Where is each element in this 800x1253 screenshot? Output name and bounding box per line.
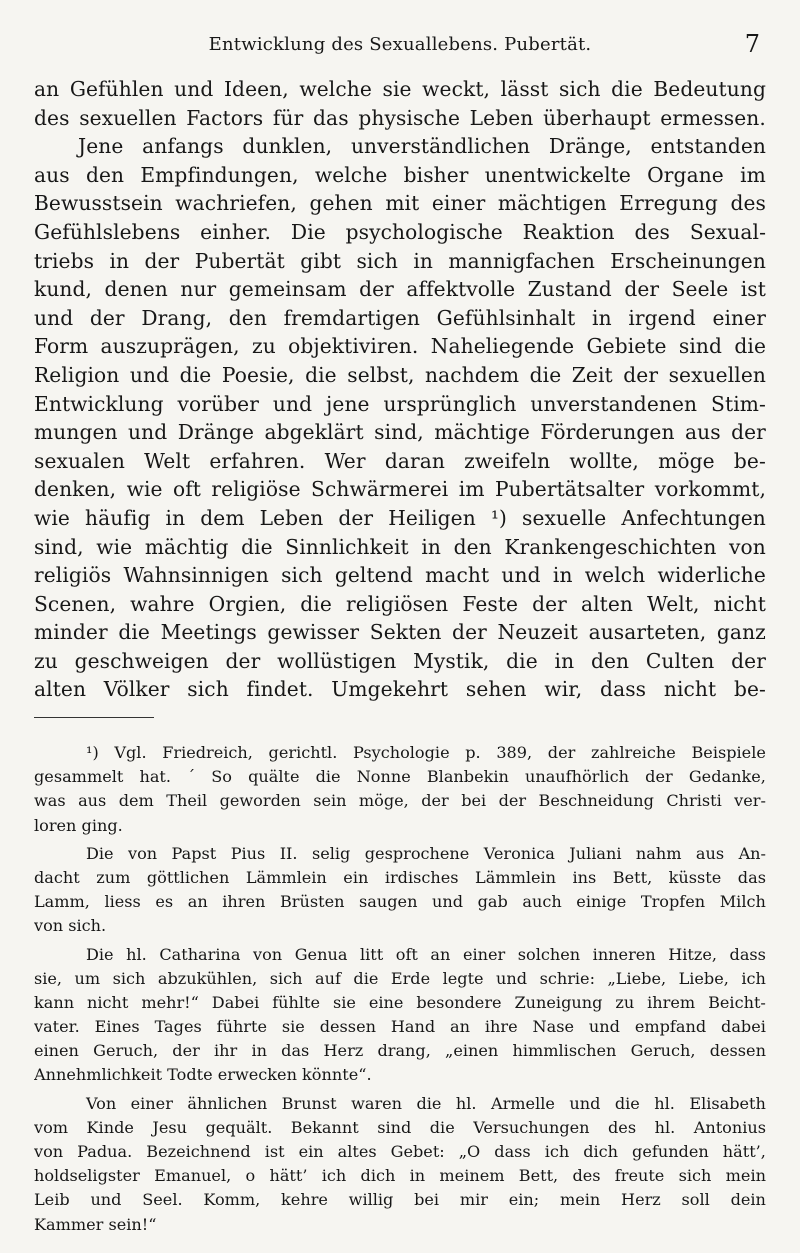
running-head xyxy=(40,28,760,62)
main-text-line: denken, wie oft religiöse Schwärmerei im Pubertätsalter vorkommt, xyxy=(34,477,766,502)
footnote-line: einen Geruch, der ihr in das Herz drang, „einen himmlischen Geruch, dessen xyxy=(34,1041,766,1061)
footnote-line: holdseligster Emanuel, o hätt’ ich dich in meinem Bett, des freute sich mein xyxy=(34,1166,766,1186)
main-text-line: mungen und Dränge abgeklärt sind, mächtige Förderungen aus der xyxy=(34,420,766,445)
main-text-line: des sexuellen Factors für das physische Leben überhaupt ermessen. xyxy=(34,105,766,130)
main-text-line: sind, wie mächtig die Sinnlichkeit in den Krankengeschichten von xyxy=(34,534,766,559)
main-text-line: Form auszuprägen, zu objektiviren. Naheliegende Gebiete sind die xyxy=(34,334,766,359)
footnote-line: dacht zum göttlichen Lämmlein ein irdisches Lämmlein ins Bett, küsste das xyxy=(34,867,766,887)
main-text-line: Religion und die Poesie, die selbst, nachdem die Zeit der sexuellen xyxy=(34,362,766,387)
main-text-line: triebs in der Pubertät gibt sich in mannigfachen Erscheinungen xyxy=(34,248,766,273)
main-text-line: Scenen, wahre Orgien, die religiösen Feste der alten Welt, nicht xyxy=(34,591,766,616)
footnote-line: kann nicht mehr!“ Dabei fühlte sie eine besondere Zuneigung zu ihrem Beicht- xyxy=(34,992,766,1012)
main-text-line: kund, denen nur gemeinsam der affektvolle Zustand der Seele ist xyxy=(34,277,766,302)
main-text-line: wie häufig in dem Leben der Heiligen ¹) sexuelle Anfechtungen xyxy=(34,505,766,530)
main-text-line: alten Völker sich findet. Umgekehrt sehen wir, dass nicht be- xyxy=(34,677,766,702)
main-text-line: Bewusstsein wachriefen, gehen mit einer mächtigen Erregung des xyxy=(34,191,766,216)
footnote-line: Leib und Seel. Komm, kehre willig bei mir ein; mein Herz soll dein xyxy=(34,1190,766,1210)
footnote-line: ¹) Vgl. Friedreich, gerichtl. Psychologie p. 389, der zahlreiche Beispiele xyxy=(86,743,766,762)
footnote-line: loren ging. xyxy=(34,815,123,835)
main-text xyxy=(34,75,766,704)
footnote-line: Von einer ähnlichen Brunst waren die hl. Armelle und die hl. Elisabeth xyxy=(86,1093,766,1113)
running-head-title: Entwicklung des Sexuallebens. Pubertät. xyxy=(208,34,592,55)
footnote-line: Die von Papst Pius II. selig gesprochene Veronica Juliani nahm aus An- xyxy=(86,843,766,863)
footnote-line: von Padua. Bezeichnend ist ein altes Gebet: „O dass ich dich gefunden hätt’, xyxy=(34,1142,766,1161)
footnote-line: vom Kinde Jesu gequält. Bekannt sind die Versuchungen des hl. Antonius xyxy=(34,1117,766,1137)
main-text-line: sexualen Welt erfahren. Wer daran zweifeln wollte, möge be- xyxy=(34,448,766,473)
footnote-line: was aus dem Theil geworden sein möge, der bei der Beschneidung Christi ver- xyxy=(34,791,766,811)
footnotes xyxy=(34,741,766,1237)
footnote-line: gesammelt hat. ´ So quälte die Nonne Blanbekin unaufhörlich der Gedanke, xyxy=(34,767,766,787)
main-text-line: zu geschweigen der wollüstigen Mystik, die in den Culten der xyxy=(34,648,766,673)
footnote-line: Lamm, liess es an ihren Brüsten saugen und gab auch einige Tropfen Milch xyxy=(34,892,766,912)
main-text-line: und der Drang, den fremdartigen Gefühlsinhalt in irgend einer xyxy=(34,305,766,330)
main-text-line: religiös Wahnsinnigen sich geltend macht und in welch widerliche xyxy=(34,563,766,588)
footnote-line: Annehmlichkeit Todte erwecken könnte“. xyxy=(34,1065,372,1085)
footnote-line: von sich. xyxy=(34,916,107,936)
main-text-line: an Gefühlen und Ideen, welche sie weckt, lässt sich die Bedeutung xyxy=(34,77,766,101)
footnote-line: sie, um sich abzukühlen, sich auf die Erde legte und schrie: „Liebe, Liebe, ich xyxy=(34,968,766,988)
main-text-line: Jene anfangs dunklen, unverständlichen Dränge, entstanden xyxy=(78,134,766,159)
footnote-line: vater. Eines Tages führte sie dessen Hand an ihre Nase und empfand dabei xyxy=(34,1017,766,1037)
main-text-line: Entwicklung vorüber und jene ursprünglich unverstandenen Stim- xyxy=(34,391,766,416)
main-text-line: Gefühlslebens einher. Die psychologische Reaktion des Sexual- xyxy=(34,219,766,244)
main-text-line: minder die Meetings gewisser Sekten der Neuzeit ausarteten, ganz xyxy=(34,620,766,645)
footnote-line: Kammer sein!“ xyxy=(34,1214,157,1234)
footnote-separator xyxy=(34,717,154,718)
footnote-line: Die hl. Catharina von Genua litt oft an einer solchen inneren Hitze, dass xyxy=(86,944,766,964)
main-text-line: aus den Empfindungen, welche bisher unentwickelte Organe im xyxy=(34,162,766,187)
page-number: 7 xyxy=(744,30,760,58)
